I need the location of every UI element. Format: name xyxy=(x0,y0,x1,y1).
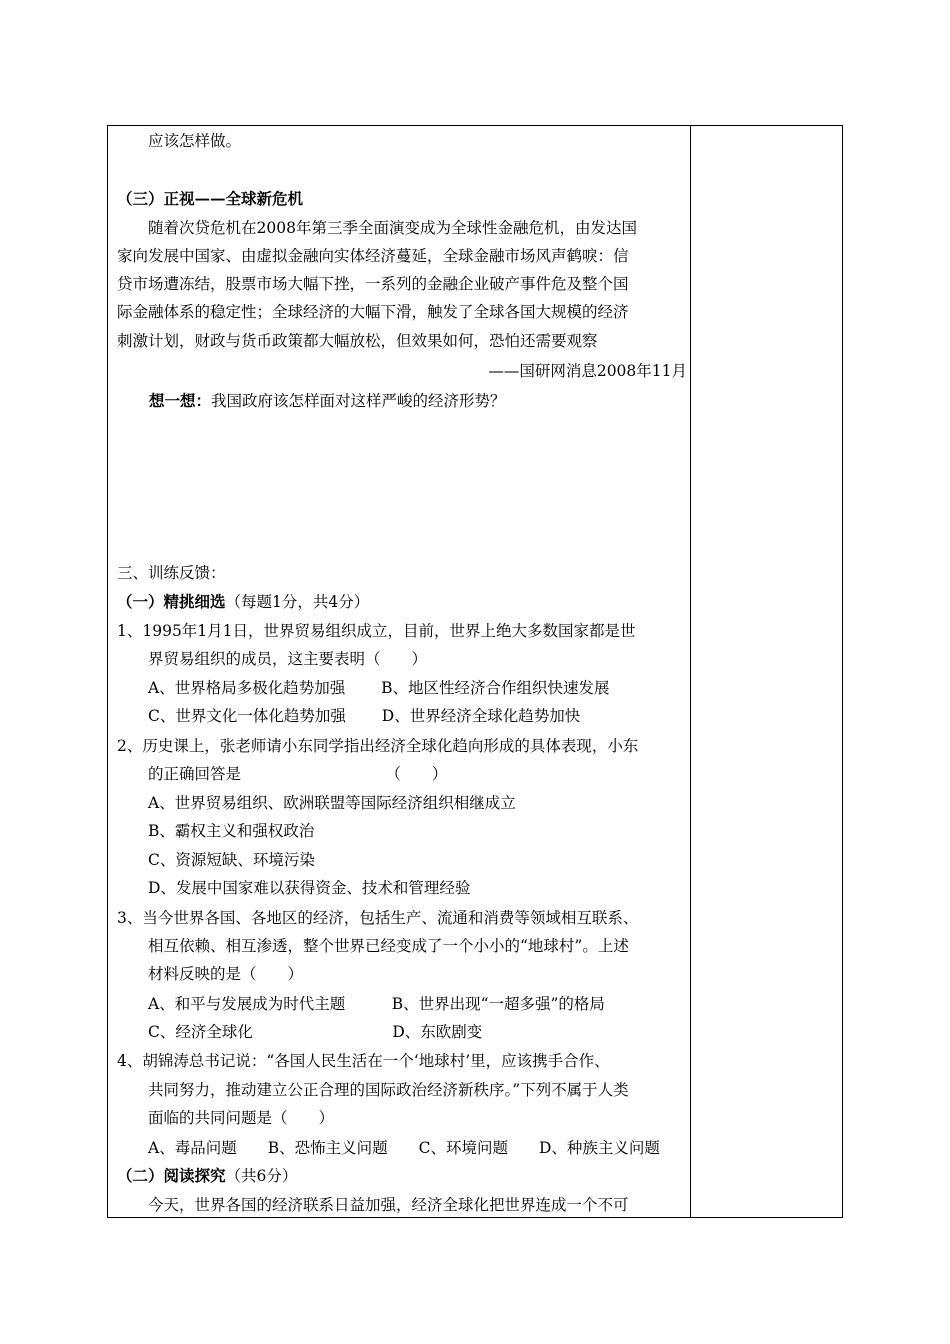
column-divider xyxy=(690,125,691,1218)
subsection-score: （共6分） xyxy=(225,1167,298,1185)
question-line: 1、1995年1月1日，世界贸易组织成立，目前，世界上绝大多数国家都是世 xyxy=(117,622,636,640)
option-line: C、资源短缺、环境污染 xyxy=(117,851,315,869)
question-line: 界贸易组织的成员，这主要表明（ ） xyxy=(117,650,428,668)
subsection-label: （二）阅读探究 xyxy=(117,1166,226,1185)
think-question: 我国政府该怎样面对这样严峻的经济形势？ xyxy=(211,392,506,410)
question-line: 共同努力，推动建立公正合理的国际政治经济新秩序。”下列不属于人类 xyxy=(117,1081,629,1099)
option-line: C、经济全球化 D、东欧剧变 xyxy=(117,1023,483,1041)
option-line: A、和平与发展成为时代主题 B、世界出现“一超多强”的格局 xyxy=(117,995,605,1013)
option-line: D、发展中国家难以获得资金、技术和管理经验 xyxy=(117,879,471,897)
option-line: A、世界格局多极化趋势加强 B、地区性经济合作组织快速发展 xyxy=(117,679,610,697)
source-line: ——国研网消息2008年11月 xyxy=(488,362,687,380)
text-line: 刺激计划，财政与货币政策都大幅放松，但效果如何，恐怕还需要观察 xyxy=(117,332,598,350)
think-prompt xyxy=(149,391,506,411)
think-label: 想一想： xyxy=(149,391,212,410)
question-line: 面临的共同问题是（ ） xyxy=(117,1109,335,1127)
text-line: 应该怎样做。 xyxy=(117,132,242,150)
option-line: B、霸权主义和强权政治 xyxy=(117,822,315,840)
question-line: 的正确回答是 （ ） xyxy=(117,765,448,783)
section-title: 三、训练反馈： xyxy=(117,564,226,582)
option-line: C、世界文化一体化趋势加强 D、世界经济全球化趋势加快 xyxy=(117,707,581,725)
subsection-label: （一）精挑细选 xyxy=(117,592,226,611)
text-line: 随着次贷危机在2008年第三季全面演变成为全球性金融危机，由发达国 xyxy=(117,219,637,237)
option-line: A、毒品问题 B、恐怖主义问题 C、环境问题 D、种族主义问题 xyxy=(117,1139,660,1157)
text-line: 家向发展中国家、由虚拟金融向实体经济蔓延，全球金融市场风声鹤唳：信 xyxy=(117,247,629,265)
question-line: 相互依赖、相互渗透，整个世界已经变成了一个小小的“地球村”。上述 xyxy=(117,937,629,955)
subsection-score: （每题1分，共4分） xyxy=(225,593,370,611)
text-line: 今天，世界各国的经济联系日益加强，经济全球化把世界连成一个不可 xyxy=(117,1196,629,1214)
subsection-heading xyxy=(117,592,687,612)
text-line: 贷市场遭冻结，股票市场大幅下挫，一系列的金融企业破产事件危及整个国 xyxy=(117,275,629,293)
text-line: 际金融体系的稳定性；全球经济的大幅下滑，触发了全球各国大规模的经济 xyxy=(117,303,629,321)
question-line: 3、当今世界各国、各地区的经济，包括生产、流通和消费等领域相互联系、 xyxy=(117,909,639,927)
option-line: A、世界贸易组织、欧洲联盟等国际经济组织相继成立 xyxy=(117,794,516,812)
question-line: 2、历史课上，张老师请小东同学指出经济全球化趋向形成的具体表现，小东 xyxy=(117,737,639,755)
question-line: 4、胡锦涛总书记说：“各国人民生活在一个‘地球村’里，应该携手合作、 xyxy=(117,1052,610,1070)
subsection-heading xyxy=(117,1166,687,1186)
question-line: 材料反映的是（ ） xyxy=(117,965,304,983)
section-heading: （三）正视——全球新危机 xyxy=(117,189,304,208)
